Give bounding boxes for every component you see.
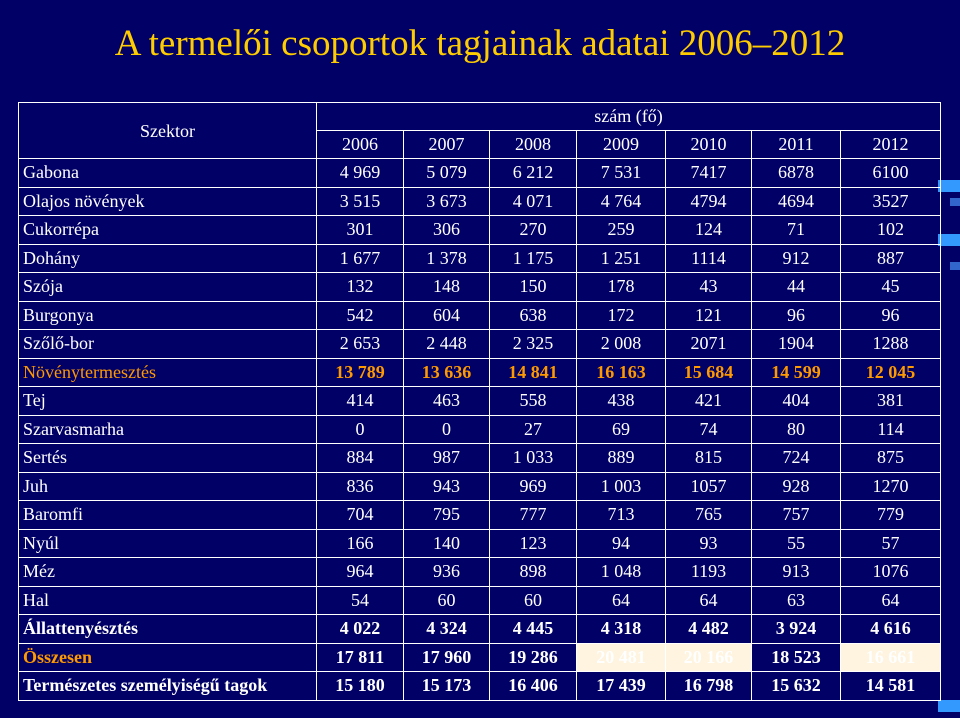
table-cell: 4794 [666, 187, 752, 216]
table-row [19, 472, 941, 501]
table-cell: 4 969 [317, 159, 404, 188]
table-cell: 928 [752, 472, 841, 501]
table-cell: 964 [317, 558, 404, 587]
row-label: Növénytermesztés [19, 358, 317, 387]
table-cell: 604 [404, 301, 490, 330]
table-row [19, 244, 941, 273]
table-cell: 987 [404, 444, 490, 473]
year-header: 2006 [317, 131, 404, 159]
table-cell: 15 632 [752, 672, 841, 701]
table-cell: 2 008 [577, 330, 666, 359]
table-cell: 55 [752, 529, 841, 558]
table-cell: 150 [490, 273, 577, 302]
table-cell: 27 [490, 415, 577, 444]
table-cell: 2 653 [317, 330, 404, 359]
table-cell: 1904 [752, 330, 841, 359]
table-cell: 875 [841, 444, 941, 473]
table-row [19, 501, 941, 530]
table-cell: 381 [841, 387, 941, 416]
row-label: Szója [19, 273, 317, 302]
table-cell: 4 445 [490, 615, 577, 644]
table-row [19, 330, 941, 359]
table-cell: 4 324 [404, 615, 490, 644]
table-cell: 16 406 [490, 672, 577, 701]
year-header: 2007 [404, 131, 490, 159]
table-cell: 15 684 [666, 358, 752, 387]
table-cell: 20 166 [666, 643, 752, 672]
table-cell: 14 599 [752, 358, 841, 387]
table-cell: 17 439 [577, 672, 666, 701]
table-cell: 270 [490, 216, 577, 245]
table-cell: 2071 [666, 330, 752, 359]
table-cell: 44 [752, 273, 841, 302]
decorative-stripe [938, 180, 960, 192]
table-cell: 301 [317, 216, 404, 245]
row-label: Állattenyésztés [19, 615, 317, 644]
table-row [19, 358, 941, 387]
row-label: Szarvasmarha [19, 415, 317, 444]
table-cell: 306 [404, 216, 490, 245]
table-cell: 1114 [666, 244, 752, 273]
table-cell: 4 318 [577, 615, 666, 644]
table-cell: 777 [490, 501, 577, 530]
table-cell: 0 [404, 415, 490, 444]
table-cell: 71 [752, 216, 841, 245]
table-cell: 969 [490, 472, 577, 501]
table-cell: 14 581 [841, 672, 941, 701]
table-cell: 74 [666, 415, 752, 444]
table-cell: 3 924 [752, 615, 841, 644]
table-cell: 4694 [752, 187, 841, 216]
table-cell: 259 [577, 216, 666, 245]
row-label: Nyúl [19, 529, 317, 558]
table-cell: 779 [841, 501, 941, 530]
table-cell: 713 [577, 501, 666, 530]
table-cell: 63 [752, 586, 841, 615]
year-header: 2012 [841, 131, 941, 159]
table-cell: 3 673 [404, 187, 490, 216]
table-cell: 64 [666, 586, 752, 615]
table-cell: 936 [404, 558, 490, 587]
table-cell: 178 [577, 273, 666, 302]
table-cell: 93 [666, 529, 752, 558]
table-row [19, 643, 941, 672]
table-cell: 166 [317, 529, 404, 558]
table-cell: 1 378 [404, 244, 490, 273]
table-cell: 96 [752, 301, 841, 330]
table-row [19, 273, 941, 302]
table-cell: 884 [317, 444, 404, 473]
table-cell: 6878 [752, 159, 841, 188]
table-row [19, 216, 941, 245]
table-cell: 4 764 [577, 187, 666, 216]
table-cell: 1 251 [577, 244, 666, 273]
table-cell: 16 798 [666, 672, 752, 701]
table-cell: 4 071 [490, 187, 577, 216]
table-cell: 724 [752, 444, 841, 473]
members-table [18, 102, 941, 701]
year-header: 2008 [490, 131, 577, 159]
table-row [19, 444, 941, 473]
row-label: Burgonya [19, 301, 317, 330]
table-cell: 2 448 [404, 330, 490, 359]
row-label: Juh [19, 472, 317, 501]
table-cell: 2 325 [490, 330, 577, 359]
row-label: Tej [19, 387, 317, 416]
table-cell: 1057 [666, 472, 752, 501]
table-cell: 1 677 [317, 244, 404, 273]
table-cell: 4 022 [317, 615, 404, 644]
year-header: 2010 [666, 131, 752, 159]
row-label: Hal [19, 586, 317, 615]
table-cell: 912 [752, 244, 841, 273]
row-label: Természetes személyiségű tagok [19, 672, 317, 701]
table-cell: 57 [841, 529, 941, 558]
table-cell: 815 [666, 444, 752, 473]
table-cell: 889 [577, 444, 666, 473]
table-cell: 102 [841, 216, 941, 245]
table-cell: 172 [577, 301, 666, 330]
row-label: Szőlő-bor [19, 330, 317, 359]
row-label: Összesen [19, 643, 317, 672]
table-cell: 1 003 [577, 472, 666, 501]
table-cell: 1 175 [490, 244, 577, 273]
table-cell: 463 [404, 387, 490, 416]
table-cell: 4 482 [666, 615, 752, 644]
unit-header: szám (fő) [317, 103, 941, 131]
table-cell: 132 [317, 273, 404, 302]
table-row [19, 387, 941, 416]
sector-header: Szektor [19, 103, 317, 159]
table-cell: 6100 [841, 159, 941, 188]
table-cell: 114 [841, 415, 941, 444]
table-cell: 898 [490, 558, 577, 587]
table-row [19, 301, 941, 330]
decorative-stripe [938, 234, 960, 246]
table-cell: 943 [404, 472, 490, 501]
table-cell: 15 180 [317, 672, 404, 701]
table-cell: 1 048 [577, 558, 666, 587]
table-cell: 913 [752, 558, 841, 587]
table-row [19, 558, 941, 587]
table-cell: 795 [404, 501, 490, 530]
table-cell: 16 661 [841, 643, 941, 672]
table-cell: 20 481 [577, 643, 666, 672]
table-row [19, 672, 941, 701]
table-cell: 12 045 [841, 358, 941, 387]
table-cell: 3527 [841, 187, 941, 216]
table-cell: 148 [404, 273, 490, 302]
table-cell: 64 [577, 586, 666, 615]
table-cell: 3 515 [317, 187, 404, 216]
row-label: Olajos növények [19, 187, 317, 216]
table-cell: 94 [577, 529, 666, 558]
table-cell: 404 [752, 387, 841, 416]
table-cell: 1193 [666, 558, 752, 587]
table-cell: 887 [841, 244, 941, 273]
table-cell: 140 [404, 529, 490, 558]
table-cell: 60 [404, 586, 490, 615]
table-cell: 64 [841, 586, 941, 615]
decorative-stripe [950, 262, 960, 270]
table-cell: 704 [317, 501, 404, 530]
row-label: Baromfi [19, 501, 317, 530]
table-cell: 17 811 [317, 643, 404, 672]
table-cell: 96 [841, 301, 941, 330]
table-cell: 638 [490, 301, 577, 330]
table-cell: 19 286 [490, 643, 577, 672]
table-cell: 13 789 [317, 358, 404, 387]
table-row [19, 615, 941, 644]
table-cell: 69 [577, 415, 666, 444]
table-cell: 7 531 [577, 159, 666, 188]
table-cell: 124 [666, 216, 752, 245]
row-label: Méz [19, 558, 317, 587]
table-row [19, 415, 941, 444]
table-cell: 1076 [841, 558, 941, 587]
table-cell: 0 [317, 415, 404, 444]
decorative-stripe [950, 198, 960, 206]
table-row [19, 187, 941, 216]
table-cell: 18 523 [752, 643, 841, 672]
row-label: Dohány [19, 244, 317, 273]
table-cell: 14 841 [490, 358, 577, 387]
table-cell: 542 [317, 301, 404, 330]
table-cell: 7417 [666, 159, 752, 188]
row-label: Sertés [19, 444, 317, 473]
table-cell: 765 [666, 501, 752, 530]
table-cell: 16 163 [577, 358, 666, 387]
table-cell: 54 [317, 586, 404, 615]
table-cell: 43 [666, 273, 752, 302]
table-cell: 1270 [841, 472, 941, 501]
year-header: 2009 [577, 131, 666, 159]
table-cell: 421 [666, 387, 752, 416]
table-cell: 414 [317, 387, 404, 416]
decorative-stripe [938, 700, 960, 712]
table-cell: 13 636 [404, 358, 490, 387]
table-cell: 558 [490, 387, 577, 416]
table-cell: 121 [666, 301, 752, 330]
table-cell: 17 960 [404, 643, 490, 672]
table-cell: 4 616 [841, 615, 941, 644]
table-row [19, 586, 941, 615]
table-row [19, 159, 941, 188]
row-label: Cukorrépa [19, 216, 317, 245]
table-cell: 45 [841, 273, 941, 302]
table-cell: 1 033 [490, 444, 577, 473]
table-cell: 6 212 [490, 159, 577, 188]
table-cell: 60 [490, 586, 577, 615]
table-cell: 836 [317, 472, 404, 501]
table-cell: 1288 [841, 330, 941, 359]
table-cell: 757 [752, 501, 841, 530]
table-cell: 123 [490, 529, 577, 558]
row-label: Gabona [19, 159, 317, 188]
table-cell: 5 079 [404, 159, 490, 188]
table-row [19, 529, 941, 558]
table-cell: 438 [577, 387, 666, 416]
table-cell: 15 173 [404, 672, 490, 701]
page-title: A termelői csoportok tagjainak adatai 2006–2012 [114, 23, 846, 64]
table-cell: 80 [752, 415, 841, 444]
year-header: 2011 [752, 131, 841, 159]
